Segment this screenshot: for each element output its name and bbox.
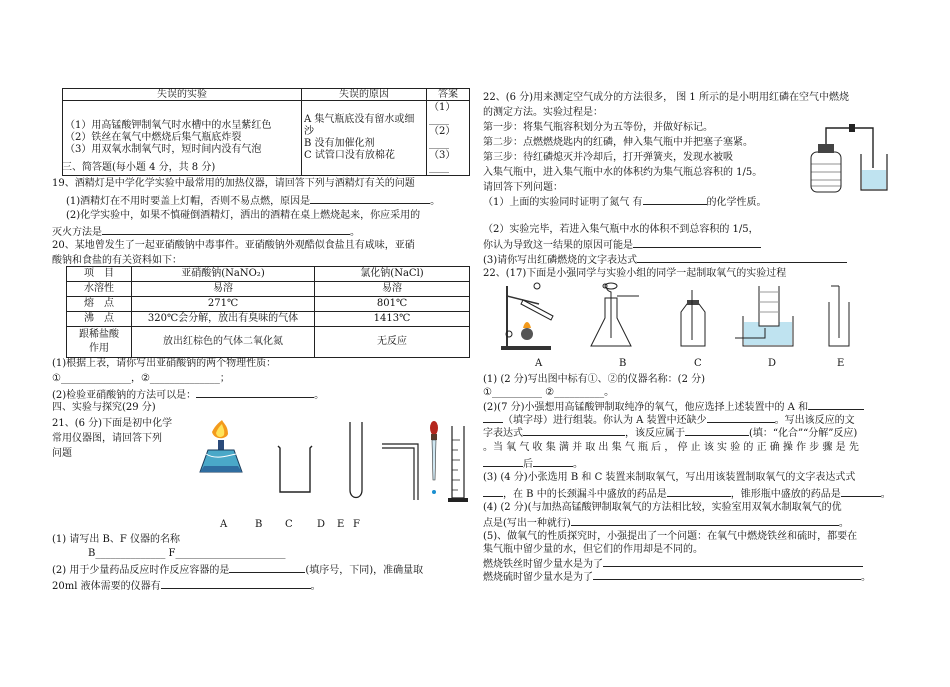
apparatus-label-d: D xyxy=(317,519,326,530)
experiment-1: （1）用高锰酸钾制氧气时水槽中的水呈紫红色 xyxy=(65,120,272,131)
q20-s2-text: (2)检验亚硝酸钠的方法可以是： xyxy=(52,390,197,401)
q21-2-line2 xyxy=(52,577,321,594)
q21-2a: (2) 用于少量药品反应时作反应容器的是 xyxy=(52,565,230,576)
q22a-l3: 第一步：将集气瓶容积划分为五等份，并做好标记。 xyxy=(483,122,713,133)
q22b-s2f: (填：“化合”“分解”反应) xyxy=(749,428,858,439)
section4-title: 四、实验与探究(29 分) xyxy=(52,402,156,413)
q22b-flask-drug-blank[interactable] xyxy=(841,485,881,497)
q22a-equation-blank[interactable] xyxy=(637,251,847,263)
q22b-s4b: 点是(写出一种就行) 。 xyxy=(483,514,849,531)
q22b-s2a-text: (2)(7 分)小强想用高锰酸钾制取纯净的氧气，他应选择上述装置中的 A 和 xyxy=(483,402,809,413)
q22b-s5d-text: 燃烧硫时留少量水是为了 xyxy=(483,572,593,583)
red-phosphorus-setup-illustration xyxy=(805,124,891,194)
apparatus-e-icon xyxy=(829,286,849,346)
answer-2: （2）____ xyxy=(429,126,456,149)
oxygen-label-a: A xyxy=(535,358,543,369)
q22a-l8b: 的化学性质。 xyxy=(706,197,767,208)
q19-1-text: (1)酒精灯在不用时要盖上灯帽，否则不易点燃，原因是 xyxy=(66,196,311,207)
q22b-s4a: (4) (2 分)(与加热高锰酸钾制取氧气的方法相比较，实验室用双氧水制取氧气的优 xyxy=(483,502,842,513)
comparison-table xyxy=(66,266,470,358)
q22b-s2h: 后 。 xyxy=(483,455,583,472)
q20-s1: (1)根据上表，请你写出亚硝酸钠的两个物理性质： xyxy=(52,358,277,369)
compare-cell: 320℃会分解，放出有臭味的气体 xyxy=(132,312,315,327)
q22b-device-blank[interactable] xyxy=(808,398,864,410)
errors-answers-cell xyxy=(427,101,470,176)
oxygen-apparatus-illustration xyxy=(493,282,865,354)
q22a-l2: 的测定方法。实验过程是： xyxy=(483,107,603,118)
q20-s2-period: 。 xyxy=(314,390,325,401)
compare-cell: 易溶 xyxy=(315,282,470,297)
reason-c: C 试管口没有放棉花 xyxy=(304,150,395,161)
q22b-s1-line[interactable]: ①__________ ②__________。 xyxy=(483,387,615,398)
q22a-l6: 入集气瓶中，进入集气瓶中水的体积约为集气瓶总容积的 1/5。 xyxy=(483,167,763,178)
q22b-s2g-text: 。当 氧 气 收 集 满 并 取 出 集 气 瓶 后 ， 停 止 该 实 验 的 正 确 操 作 步 骤 是 先 xyxy=(483,442,859,453)
compare-cell: 放出红棕色的气体二氧化氮 xyxy=(132,327,315,358)
compare-cell: 271℃ xyxy=(132,297,315,312)
apparatus-b-icon xyxy=(591,283,639,346)
q22b-s3c: ，锥形瓶中盛放的药品是 xyxy=(730,489,841,500)
q22b-s2h-text: 后 xyxy=(523,459,533,470)
q19-1: (1)酒精灯在不用时要盖上灯帽，否则不易点燃，原因是 。 xyxy=(66,192,440,209)
answer-1: （1）____ xyxy=(429,102,456,125)
q21-2c: 20ml 液体需要的仪器有 xyxy=(52,581,161,592)
q22a-l11-text: (3)请你写出红磷燃烧的文字表达式 xyxy=(483,255,638,266)
q22b-s3a: (3) (4 分)小张选用 B 和 C 装置来制取氧气，写出用该装置制取氧气的文字表达式式 xyxy=(483,472,856,483)
q19-text: 19、酒精灯是中学化学实验中最常用的加热仪器，请回答下列与酒精灯有关的问题 xyxy=(52,178,415,189)
q22b-s3b: ，在 B 中的长颈漏斗中盛放的药品是 ，锥形瓶中盛放的药品是 。 xyxy=(483,485,891,502)
lab-apparatus-illustration xyxy=(198,420,472,508)
q22b-iron-water-blank[interactable] xyxy=(603,555,863,567)
q22a-l9: （2）实验完毕，若进入集气瓶中水的体积不到总容积的 1/5， xyxy=(483,224,759,235)
q22b-sulfur-water-blank[interactable] xyxy=(593,568,861,580)
q22b-step-first-blank[interactable] xyxy=(483,455,523,467)
compare-header-nacl: 氯化钠(NaCl) xyxy=(315,267,470,282)
oxygen-label-d: D xyxy=(768,358,777,369)
section3-title: 三、简答题(每小题 4 分，共 8 分) xyxy=(62,162,216,173)
reason-a: A 集气瓶底没有留水或细沙 xyxy=(304,114,415,137)
errors-header-experiment: 失误的实验 xyxy=(63,89,302,101)
q22b-funnel-drug-blank[interactable] xyxy=(667,485,731,497)
compare-row-label: 沸 点 xyxy=(67,312,132,327)
glass-tube-icon xyxy=(382,444,418,500)
oxygen-label-e: E xyxy=(837,358,845,369)
compare-row-label: 跟稀盐酸作用 xyxy=(67,327,132,358)
q21-2b: (填序号，下同)，准确量取 xyxy=(305,565,424,576)
q22b-s2e: ，该反应属于 xyxy=(625,428,685,439)
compare-row-label: 水溶性 xyxy=(67,282,132,297)
experiment-2: （2）铁丝在氧气中燃烧后集气瓶底炸裂 xyxy=(65,132,242,143)
compare-header-nitrite: 亚硝酸钠(NaNO₂) xyxy=(132,267,315,282)
apparatus-label-c: C xyxy=(285,519,293,530)
errors-header-reason: 失误的原因 xyxy=(302,89,427,101)
q22b-device-blank-2[interactable] xyxy=(483,411,503,423)
apparatus-label-a: A xyxy=(220,519,228,530)
compare-cell: 易溶 xyxy=(132,282,315,297)
q22b-s5c-text: 燃烧铁丝时留少量水是为了 xyxy=(483,559,603,570)
q22a-l8 xyxy=(483,193,767,210)
q20-a: 20、某地曾发生了一起亚硝酸钠中毒事件。亚硝酸钠外观酷似食盐且有咸味，亚硝 xyxy=(52,240,415,251)
q22b-s5a: (5)、做氧气的性质探究时，小强提出了一个问题：在氧气中燃烧铁丝和硫时，都要在 xyxy=(483,531,858,542)
q19-2b: 灭火方法是 。 xyxy=(52,223,360,240)
q22b-missing-blank[interactable] xyxy=(707,411,775,423)
q21-1-line[interactable]: B______________ F______________________ xyxy=(88,548,286,559)
q19-2b-text: 灭火方法是 xyxy=(52,227,102,238)
q22b-s2g xyxy=(483,440,859,455)
apparatus-label-e: E xyxy=(337,519,345,530)
q22b-s2d-text: 字表达式 xyxy=(483,428,523,439)
apparatus-c-icon xyxy=(681,290,705,346)
graduated-cylinder-icon xyxy=(448,426,468,502)
q21-c: 问题 xyxy=(52,448,72,459)
q22b-s2b-text: （填字母）进行组装。你认为 A 装置中还缺少 xyxy=(503,415,707,426)
q22b-s2c: 。写出该反应的文 xyxy=(774,415,855,426)
q21-a: 21、(6 分)下面是初中化学 xyxy=(52,418,173,429)
oxygen-label-c: C xyxy=(694,358,702,369)
q22b-s1: (1) (2 分)写出图中标有①、②的仪器名称：(2 分) xyxy=(483,374,706,385)
q22b-s5d: 燃烧硫时留少量水是为了 。 xyxy=(483,568,871,585)
compare-cell: 无反应 xyxy=(315,327,470,358)
q20-s2-answer-blank[interactable] xyxy=(196,386,314,398)
q21-1: (1) 请写出 B、F 仪器的名称 xyxy=(52,534,180,545)
errors-reasons-cell xyxy=(302,101,427,176)
q22b-s5b: 集气瓶中留少量的水，但它们的作用却是不同的。 xyxy=(483,544,703,555)
compare-header-item: 项 目 xyxy=(67,267,132,282)
apparatus-a-icon xyxy=(501,283,553,350)
apparatus-label-b: B xyxy=(255,519,263,530)
test-tube-icon xyxy=(350,422,362,498)
q22b-advantage-blank[interactable] xyxy=(571,514,839,526)
q21-2-measure-blank[interactable] xyxy=(161,577,311,589)
q22b-step-after-blank[interactable] xyxy=(533,455,573,467)
apparatus-d-icon xyxy=(735,286,793,346)
compare-cell: 1413℃ xyxy=(315,312,470,327)
q22a-reason-blank[interactable] xyxy=(633,236,761,248)
q19-2a: (2)化学实验中，如果不慎碰倒酒精灯，洒出的酒精在桌上燃烧起来，你应采用的 xyxy=(66,210,421,221)
alcohol-lamp-icon xyxy=(200,420,242,472)
beaker-icon xyxy=(278,446,312,492)
q21-2-container-blank[interactable] xyxy=(229,561,305,573)
q22a-l7: 请回答下列问题： xyxy=(483,182,563,193)
q22a-l5: 第三步：待红磷熄灭并冷却后，打开弹簧夹，发现水被吸 xyxy=(483,152,733,163)
dropper-icon xyxy=(430,421,438,494)
apparatus-label-f: F xyxy=(353,519,360,530)
q21-2d: 。 xyxy=(310,581,321,592)
errors-header-answer: 答案 xyxy=(427,89,470,101)
q22b-title: 22、(17)下面是小强同学与实验小组的同学一起制取氧气的实验过程 xyxy=(483,268,787,279)
compare-row-label: 熔 点 xyxy=(67,297,132,312)
q22a-l8a: （1）上面的实验同时证明了氮气 有 xyxy=(483,197,643,208)
compare-cell: 801℃ xyxy=(315,297,470,312)
oxygen-label-b: B xyxy=(619,358,627,369)
q22a-nitrogen-blank[interactable] xyxy=(643,193,707,205)
q19-2-answer-blank[interactable] xyxy=(102,223,350,235)
reason-b: B 没有加催化剂 xyxy=(304,138,375,149)
q22b-reaction-type-blank[interactable] xyxy=(685,424,749,436)
q21-2 xyxy=(52,561,423,578)
q22b-expression-blank[interactable] xyxy=(523,424,625,436)
q22a-l10-text: 你认为导致这一结果的原因可能是 xyxy=(483,240,633,251)
q19-1-answer-blank[interactable] xyxy=(310,192,430,204)
q22b-s2d xyxy=(483,424,857,441)
q22b-s4b-text: 点是(写出一种就行) xyxy=(483,518,571,529)
q22b-s3-expression-blank[interactable] xyxy=(483,485,503,497)
q21-b: 常用仪器图，请回答下列 xyxy=(52,433,162,444)
q22b-s3b-text: ，在 B 中的长颈漏斗中盛放的药品是 xyxy=(503,489,667,500)
answer-3: （3）____ xyxy=(429,150,456,173)
q22a-l4: 第二步：点燃燃烧匙内的红磷，伸入集气瓶中并把塞子塞紧。 xyxy=(483,137,753,148)
q20-s1-line[interactable]: ①______________，②______________； xyxy=(52,373,230,384)
experiment-3: （3）用双氧水制氧气时，短时间内没有气泡 xyxy=(65,144,262,155)
q20-b: 酸钠和食盐的有关资料如下： xyxy=(52,255,182,266)
q22a-l1: 22、(6 分)用来测定空气成分的方法很多， 图 1 所示的是小明用红磷在空气中燃烧 xyxy=(483,92,849,103)
